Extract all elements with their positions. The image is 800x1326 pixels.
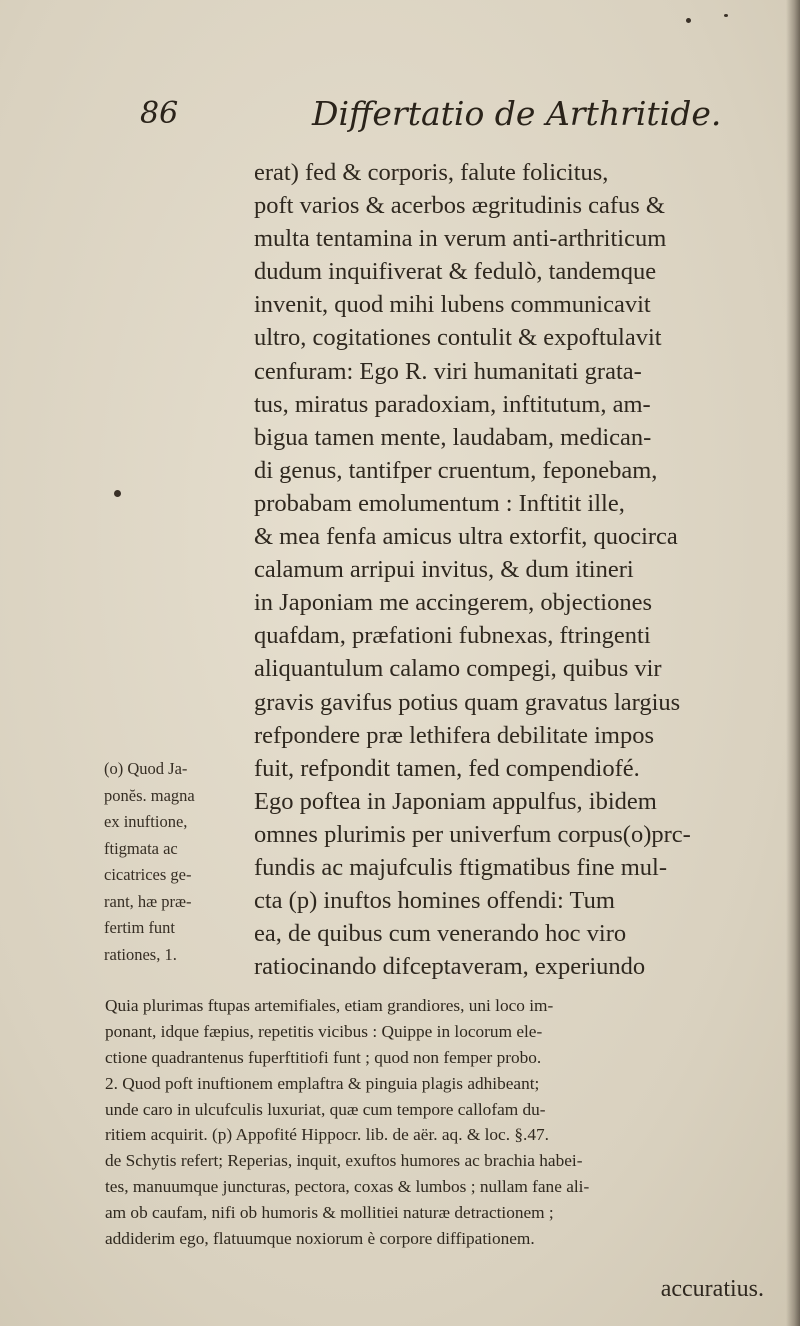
text-line: in Japoniam me accingerem, objectiones (254, 589, 652, 617)
text-line: cenfuram: Ego R. viri humanitati grata- (254, 357, 642, 385)
text-line: quafdam, præfationi fubnexas, ftringenti (254, 622, 651, 650)
margin-note-line: (o) Quod Ja- (104, 759, 188, 778)
text-line: dudum inquifiverat & fedulò, tandemque (254, 258, 657, 286)
text-line: ultro, cogitationes contulit & expoftulavit (254, 324, 662, 352)
footnote-line: 2. Quod poft inuftionem emplaftra & pinguia plagis adhibeant; (105, 1073, 540, 1093)
footnote-line: de Schytis refert; Reperias, inquit, exuftos humores ac brachia habei- (105, 1151, 583, 1171)
margin-note-line: ponĕs. magna (104, 785, 195, 805)
margin-note-line: fertim funt (104, 918, 176, 937)
margin-note-line: rationes, 1. (104, 944, 177, 964)
page-number: 86 (140, 96, 179, 131)
ink-speck (724, 14, 728, 17)
running-head: Differtatio de Arthritide. (312, 94, 722, 133)
text-line: ea, de quibus cum venerando hoc viro (254, 920, 627, 948)
footnote-line: unde caro in ulcufculis luxuriat, quæ cum tempore callofam du- (105, 1099, 546, 1119)
text-line: invenit, quod mihi lubens communicavit (254, 291, 651, 319)
footnote-line: addiderim ego, flatuumque noxiorum è corpore diffipationem. (105, 1229, 535, 1249)
text-line: & mea fenfa amicus ultra extorfit, quocirca (254, 523, 678, 551)
footnote-line: am ob caufam, nifi ob humoris & mollitiei naturæ detractionem ; (105, 1203, 554, 1223)
text-line: Ego poftea in Japoniam appulfus, ibidem (254, 787, 657, 815)
text-line: tus, miratus paradoxiam, inftitutum, am- (254, 390, 651, 418)
ink-speck (114, 490, 121, 497)
footnote-line: ponant, idque fæpius, repetitis vicibus : Quippe in locorum ele- (105, 1021, 543, 1041)
text-line: ratiocinando difceptaveram, experiundo (254, 953, 646, 981)
margin-note-line: ex inuftione, (104, 812, 188, 831)
text-line: aliquantulum calamo compegi, quibus vir (254, 655, 662, 683)
text-line: poft varios & acerbos ægritudinis cafus & (254, 192, 665, 220)
text-line: omnes plurimis per univerfum corpus(o)prc- (254, 820, 691, 848)
footnote-line: tes, manuumque juncturas, pectora, coxas & lumbos ; nullam fane ali- (105, 1177, 590, 1197)
text-line: erat) fed & corporis, falute folicitus, (254, 159, 609, 186)
text-line: gravis gavifus potius quam gravatus largius (254, 688, 681, 716)
catchword: accuratius. (660, 1276, 764, 1302)
text-line: di genus, tantifper cruentum, feponebam, (254, 456, 658, 484)
text-line: cta (p) inuftos homines offendi: Tum (254, 887, 615, 915)
margin-note-line: ftigmata ac (104, 838, 178, 858)
text-line: multa tentamina in verum anti-arthriticum (254, 225, 667, 253)
margin-note (104, 756, 244, 968)
margin-note-line: rant, hæ præ- (104, 891, 192, 911)
footnote-line: Quia plurimas ftupas artemifiales, etiam grandiores, uni loco im- (105, 996, 554, 1015)
footnote-line: ritiem acquirit. (p) Appofité Hippocr. lib. de aër. aq. & loc. §.47. (105, 1125, 549, 1145)
page-header (0, 88, 800, 138)
main-text-block (254, 156, 784, 983)
text-line: bigua tamen mente, laudabam, medican- (254, 423, 652, 451)
text-line: probabam emolumentum : Inftitit ille, (254, 489, 625, 517)
text-line: fundis ac majufculis ftigmatibus fine mul- (254, 853, 668, 881)
text-line: fuit, refpondit tamen, fed compendiofé. (254, 754, 640, 782)
text-line: calamum arripui invitus, & dum itineri (254, 556, 634, 584)
footnote-block (105, 993, 795, 1252)
footnote-line: ctione quadrantenus fuperftitiofi funt ; quod non femper probo. (105, 1047, 542, 1067)
ink-speck (686, 18, 691, 23)
margin-note-line: cicatrices ge- (104, 865, 192, 884)
text-line: refpondere præ lethifera debilitate impos (254, 721, 655, 749)
